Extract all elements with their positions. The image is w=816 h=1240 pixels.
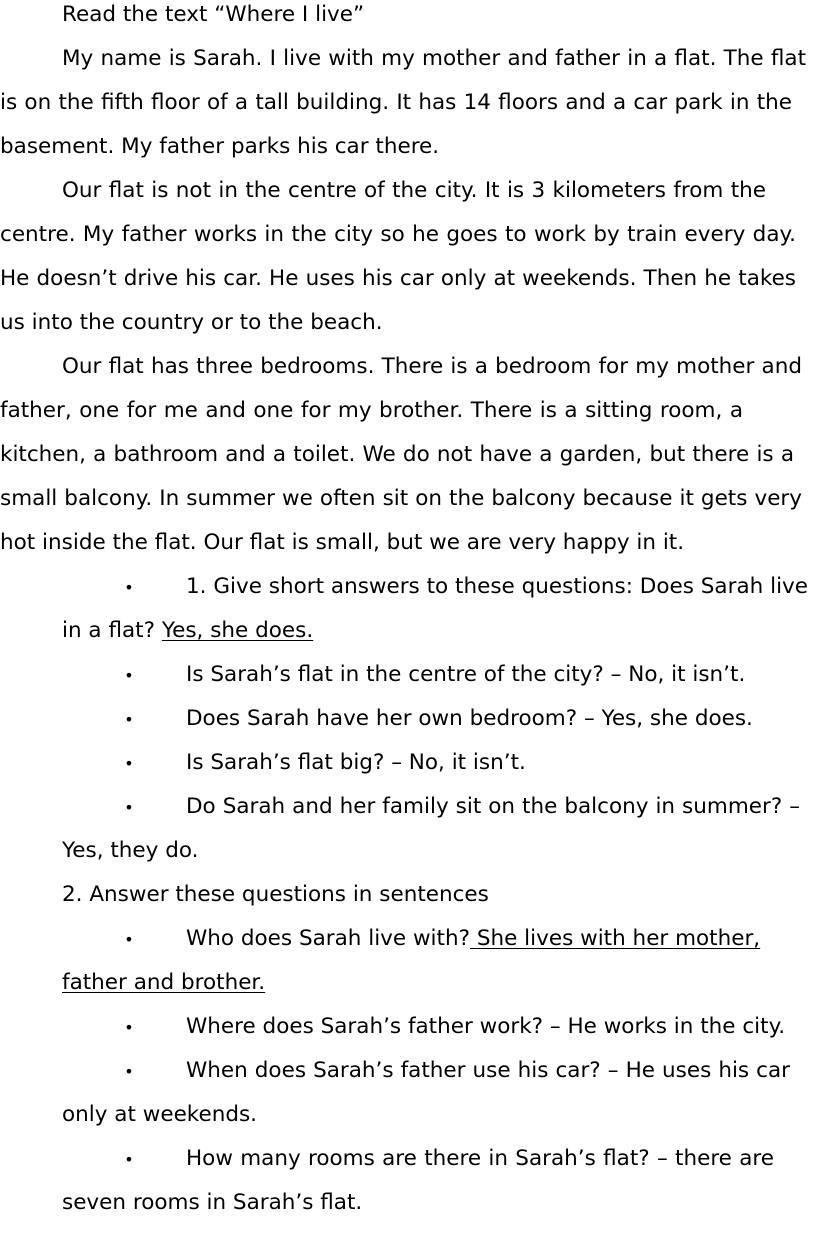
bullet-icon: • <box>124 666 134 685</box>
answer-text: father and brother. <box>62 970 266 995</box>
exercise2-question: When does Sarah’s father use his car? – He uses his car <box>186 1058 790 1083</box>
exercise1-question: Is Sarah’s flat big? – No, it isn’t. <box>186 750 526 775</box>
passage-line: My name is Sarah. I live with my mother and father in a flat. The flat <box>62 46 806 71</box>
exercise2-question: Where does Sarah’s father work? – He works in the city. <box>186 1014 786 1039</box>
bullet-icon: • <box>124 1018 134 1037</box>
document-title: Read the text “Where I live” <box>62 2 365 27</box>
exercise1-question: Is Sarah’s flat in the centre of the city? – No, it isn’t. <box>186 662 746 687</box>
answer-gap <box>470 926 477 951</box>
passage-line: father, one for me and one for my brother. There is a sitting room, a <box>0 398 743 423</box>
exercise1-question-continued <box>62 616 313 646</box>
exercise1-question: 1. Give short answers to these questions: Does Sarah live <box>186 574 808 599</box>
question-text: in a flat? <box>62 618 162 643</box>
exercise1-question: Do Sarah and her family sit on the balcony in summer? – <box>186 794 800 819</box>
exercise2-heading: 2. Answer these questions in sentences <box>62 882 489 907</box>
question-text: Who does Sarah live with? <box>186 926 470 951</box>
exercise2-answer-continued <box>62 968 265 998</box>
bullet-icon: • <box>124 578 134 597</box>
passage-line: is on the fifth floor of a tall building. It has 14 floors and a car park in the <box>0 90 792 115</box>
passage-line: kitchen, a bathroom and a toilet. We do not have a garden, but there is a <box>0 442 794 467</box>
answer-text: She lives with her mother, <box>476 926 761 951</box>
bullet-icon: • <box>124 754 134 773</box>
exercise1-answer: Yes, they do. <box>62 838 199 863</box>
passage-line: us into the country or to the beach. <box>0 310 383 335</box>
passage-line: Our flat has three bedrooms. There is a bedroom for my mother and <box>62 354 802 379</box>
exercise2-answer: seven rooms in Sarah’s flat. <box>62 1190 363 1215</box>
bullet-icon: • <box>124 930 134 949</box>
passage-line: centre. My father works in the city so he goes to work by train every day. <box>0 222 796 247</box>
exercise2-question: How many rooms are there in Sarah’s flat? – there are <box>186 1146 774 1171</box>
passage-line: small balcony. In summer we often sit on the balcony because it gets very <box>0 486 802 511</box>
bullet-icon: • <box>124 710 134 729</box>
answer-text: Yes, she does. <box>161 618 314 643</box>
passage-line: basement. My father parks his car there. <box>0 134 440 159</box>
exercise2-question <box>186 924 760 954</box>
passage-line: hot inside the flat. Our flat is small, but we are very happy in it. <box>0 530 685 555</box>
exercise2-answer: only at weekends. <box>62 1102 258 1127</box>
exercise1-question: Does Sarah have her own bedroom? – Yes, she does. <box>186 706 753 731</box>
bullet-icon: • <box>124 1150 134 1169</box>
passage-line: He doesn’t drive his car. He uses his car only at weekends. Then he takes <box>0 266 796 291</box>
bullet-icon: • <box>124 1062 134 1081</box>
passage-line: Our flat is not in the centre of the city. It is 3 kilometers from the <box>62 178 766 203</box>
bullet-icon: • <box>124 798 134 817</box>
